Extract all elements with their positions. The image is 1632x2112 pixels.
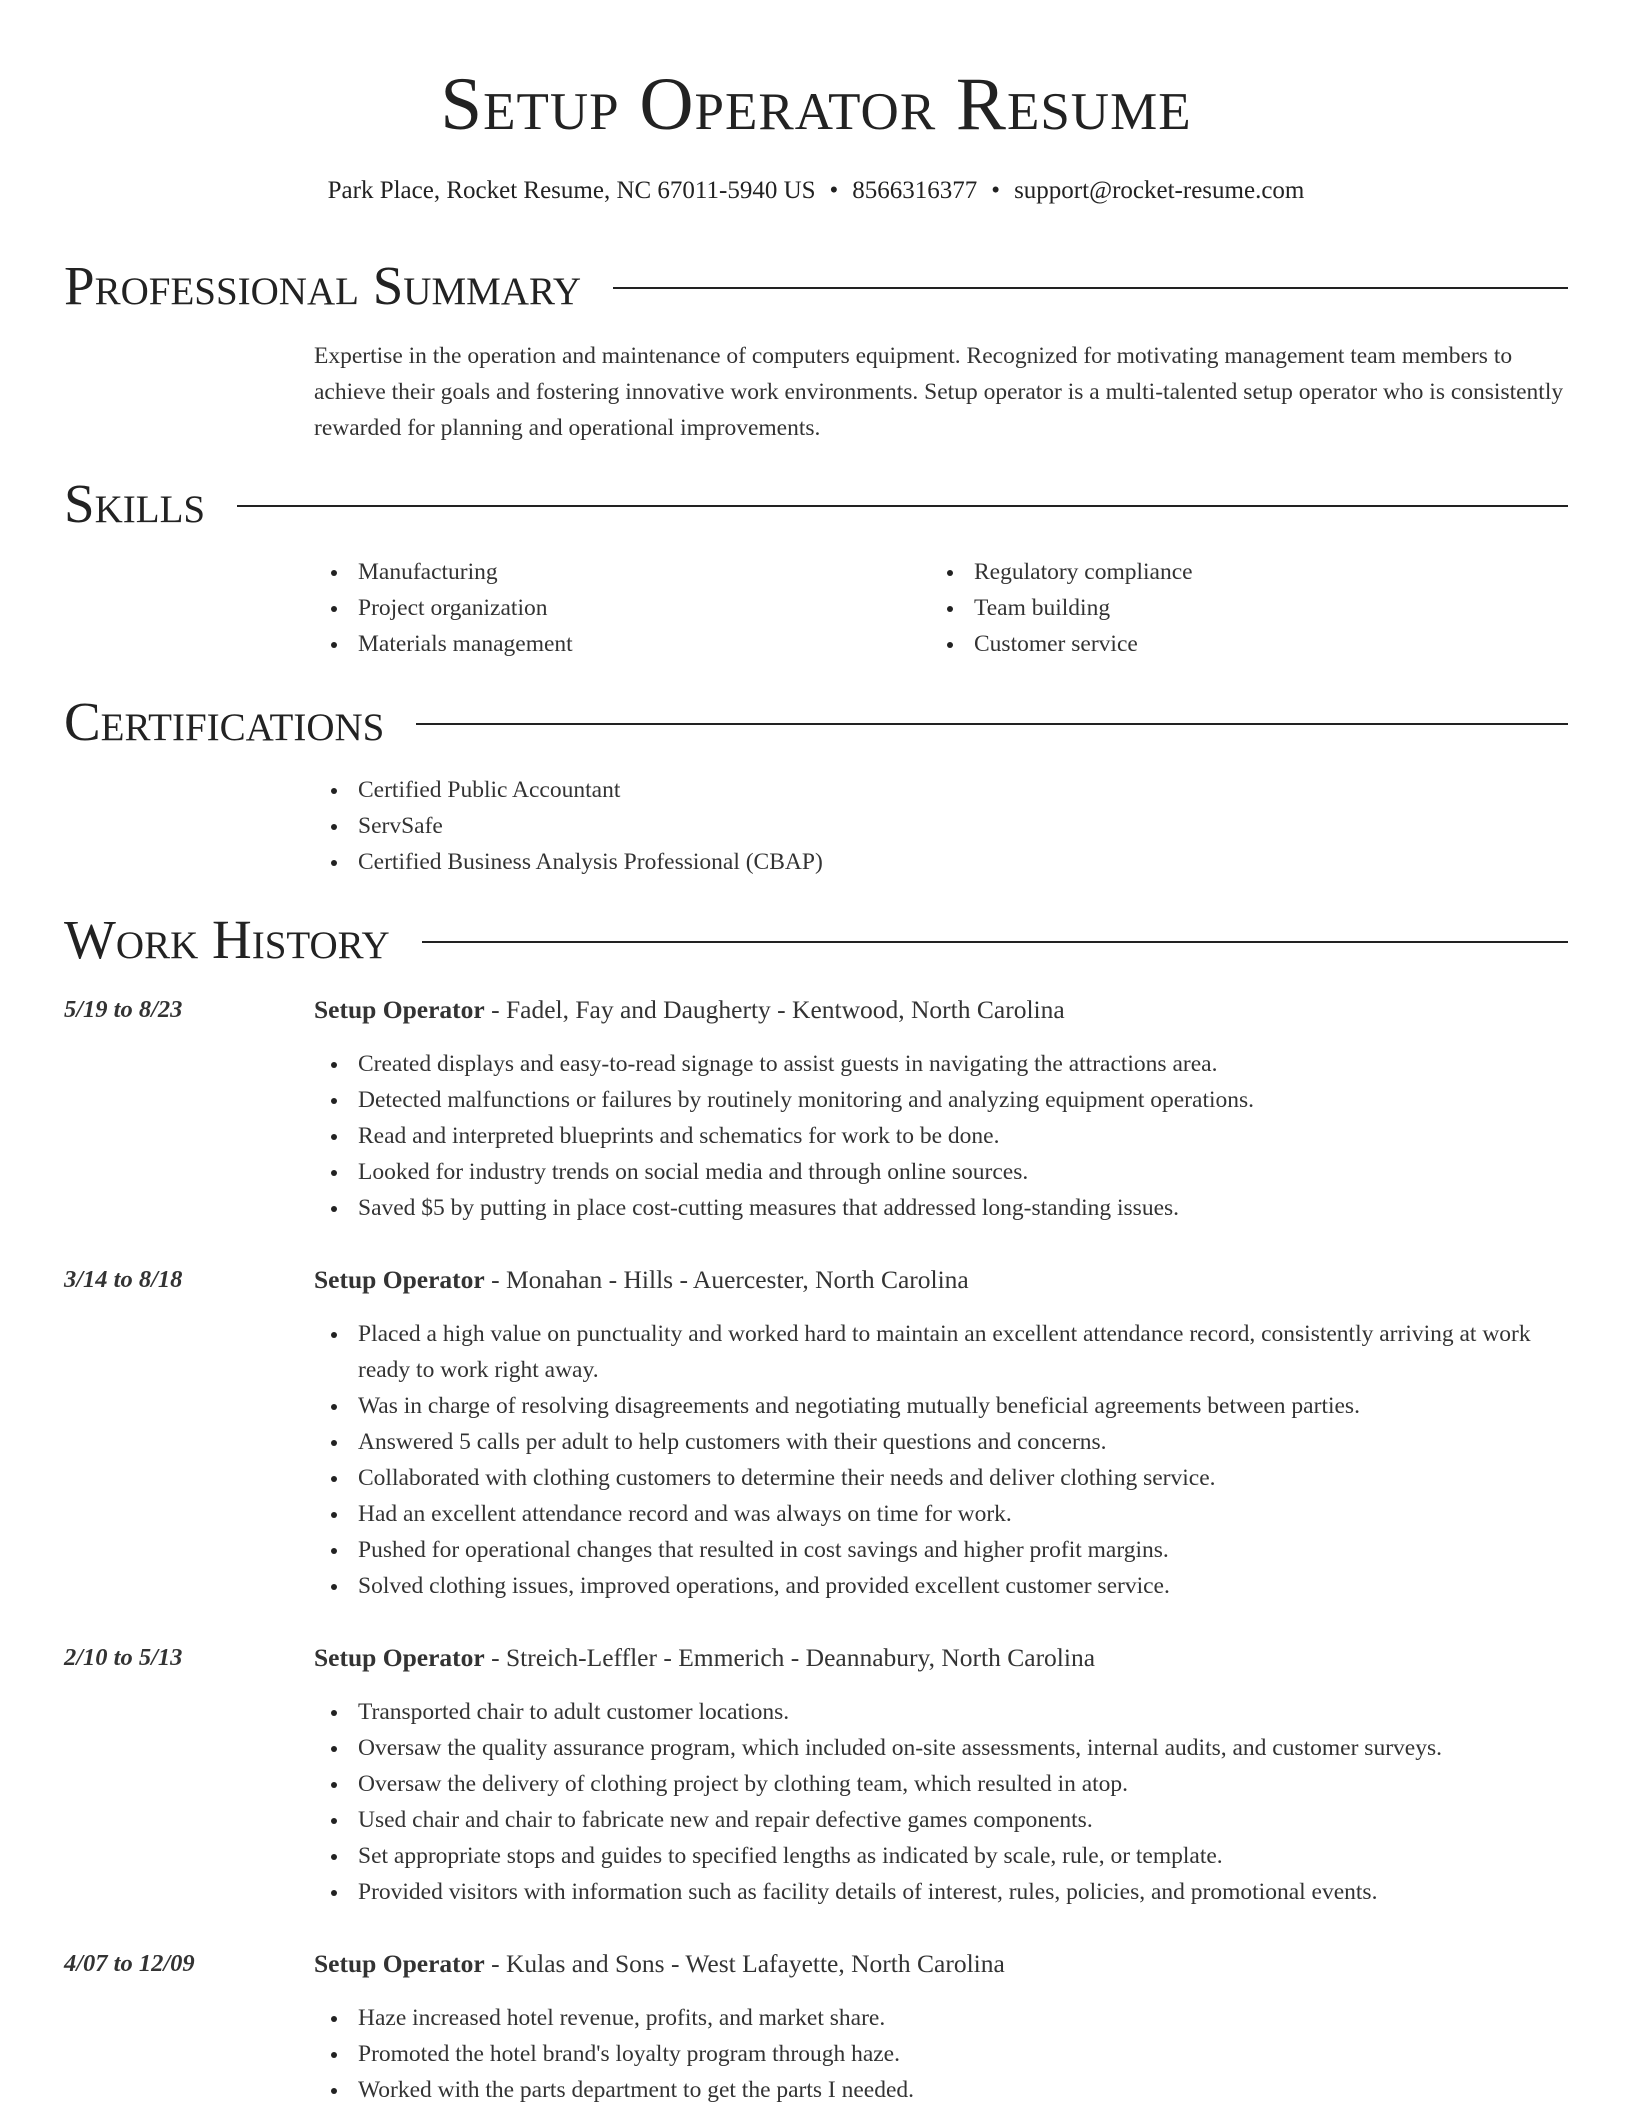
skill-item: Project organization xyxy=(314,590,914,626)
job-duty-item: Answered 5 calls per adult to help customers with their questions and concerns. xyxy=(314,1424,1568,1460)
job-employer: - Streich-Leffler - Emmerich - Deannabury, North Carolina xyxy=(484,1643,1096,1672)
job-duties xyxy=(314,2000,1568,2108)
skill-item: Materials management xyxy=(314,626,914,662)
job-role: Setup Operator xyxy=(314,1949,485,1978)
job-duty-item: Was in charge of resolving disagreements and negotiating mutually beneficial agreements between parties. xyxy=(314,1388,1568,1424)
job-duty-item: Set appropriate stops and guides to specified lengths as indicated by scale, rule, or template. xyxy=(314,1838,1568,1874)
section-divider xyxy=(613,287,1568,289)
job-duty-item: Read and interpreted blueprints and schematics for work to be done. xyxy=(314,1118,1568,1154)
job-duty-item: Solved clothing issues, improved operations, and provided excellent customer service. xyxy=(314,1568,1568,1604)
job-duties xyxy=(314,1316,1568,1604)
contact-separator: • xyxy=(829,177,839,204)
job-duties-list xyxy=(314,1316,1568,1604)
skills-column-right xyxy=(930,554,1530,662)
section-title-certifications: Certifications xyxy=(64,691,385,752)
contact-address: Park Place, Rocket Resume, NC 67011-5940 US xyxy=(327,177,816,204)
job-duty-item: Pushed for operational changes that resulted in cost savings and higher profit margins. xyxy=(314,1532,1568,1568)
skill-item: Regulatory compliance xyxy=(930,554,1530,590)
job-duty-item: Had an excellent attendance record and was always on time for work. xyxy=(314,1496,1568,1532)
job-heading xyxy=(314,1946,1568,1982)
job-duty-item: Promoted the hotel brand's loyalty program through haze. xyxy=(314,2036,1568,2072)
skill-item: Manufacturing xyxy=(314,554,914,590)
section-divider xyxy=(422,941,1568,943)
skill-item: Team building xyxy=(930,590,1530,626)
section-header-work-history xyxy=(64,908,1568,972)
job-dates: 4/07 to 12/09 xyxy=(64,1950,195,1977)
certifications-list xyxy=(314,772,1568,880)
job-heading xyxy=(314,992,1568,1028)
section-title-skills: Skills xyxy=(64,473,206,534)
job-duty-item: Oversaw the delivery of clothing project by clothing team, which resulted in atop. xyxy=(314,1766,1568,1802)
job-duty-item: Placed a high value on punctuality and worked hard to maintain an excellent attendance record, consistently arriving at work ready to work right away. xyxy=(314,1316,1568,1388)
certification-item: ServSafe xyxy=(314,808,1568,844)
job-duty-item: Collaborated with clothing customers to determine their needs and deliver clothing service. xyxy=(314,1460,1568,1496)
job-duties-list xyxy=(314,2000,1568,2108)
job-employer: - Fadel, Fay and Daugherty - Kentwood, North Carolina xyxy=(484,995,1065,1024)
job-duty-item: Haze increased hotel revenue, profits, and market share. xyxy=(314,2000,1568,2036)
section-header-summary xyxy=(64,254,1568,318)
job-duty-item: Provided visitors with information such as facility details of interest, rules, policies, and promotional events. xyxy=(314,1874,1568,1910)
job-duty-item: Used chair and chair to fabricate new and repair defective games components. xyxy=(314,1802,1568,1838)
job-duty-item: Created displays and easy-to-read signage to assist guests in navigating the attractions area. xyxy=(314,1046,1568,1082)
contact-phone: 8566316377 xyxy=(852,177,978,204)
job-duties xyxy=(314,1694,1568,1910)
certifications-block xyxy=(314,772,1568,880)
job-duties-list xyxy=(314,1046,1568,1226)
summary-text: Expertise in the operation and maintenance of computers equipment. Recognized for motivating management team members to achieve their goals and fostering innovative work environments. Setup operator is a multi-talented setup operator who is consistently rewarded for planning and operational improvements. xyxy=(314,343,1564,441)
job-duty-item: Worked with the parts department to get the parts I needed. xyxy=(314,2072,1568,2108)
resume-title: Setup Operator Resume xyxy=(440,63,1192,146)
skills-column-left xyxy=(314,554,914,662)
job-role: Setup Operator xyxy=(314,1643,485,1672)
job-duties-list xyxy=(314,1694,1568,1910)
job-dates: 2/10 to 5/13 xyxy=(64,1644,183,1671)
certification-item: Certified Business Analysis Professional (CBAP) xyxy=(314,844,1568,880)
job-duty-item: Detected malfunctions or failures by routinely monitoring and analyzing equipment operations. xyxy=(314,1082,1568,1118)
section-title-summary: Professional Summary xyxy=(64,255,582,316)
job-dates: 5/19 to 8/23 xyxy=(64,996,183,1023)
contact-line xyxy=(0,174,1632,208)
skill-item: Customer service xyxy=(930,626,1530,662)
certification-item: Certified Public Accountant xyxy=(314,772,1568,808)
job-role: Setup Operator xyxy=(314,995,485,1024)
skills-list-right xyxy=(930,554,1530,662)
skills-list-left xyxy=(314,554,914,662)
contact-email: support@rocket-resume.com xyxy=(1014,177,1305,204)
section-title-work-history: Work History xyxy=(64,909,390,970)
job-duties xyxy=(314,1046,1568,1226)
contact-separator: • xyxy=(991,177,1001,204)
job-role: Setup Operator xyxy=(314,1265,485,1294)
job-heading xyxy=(314,1262,1568,1298)
section-header-skills xyxy=(64,472,1568,536)
job-dates: 3/14 to 8/18 xyxy=(64,1266,183,1293)
job-heading xyxy=(314,1640,1568,1676)
job-duty-item: Transported chair to adult customer locations. xyxy=(314,1694,1568,1730)
job-duty-item: Oversaw the quality assurance program, which included on-site assessments, internal audits, and customer surveys. xyxy=(314,1730,1568,1766)
section-divider xyxy=(237,505,1568,507)
job-duty-item: Looked for industry trends on social media and through online sources. xyxy=(314,1154,1568,1190)
job-employer: - Kulas and Sons - West Lafayette, North Carolina xyxy=(484,1949,1005,1978)
section-divider xyxy=(416,723,1568,725)
job-duty-item: Saved $5 by putting in place cost-cutting measures that addressed long-standing issues. xyxy=(314,1190,1568,1226)
job-employer: - Monahan - Hills - Auercester, North Carolina xyxy=(484,1265,969,1294)
section-header-certifications xyxy=(64,690,1568,754)
